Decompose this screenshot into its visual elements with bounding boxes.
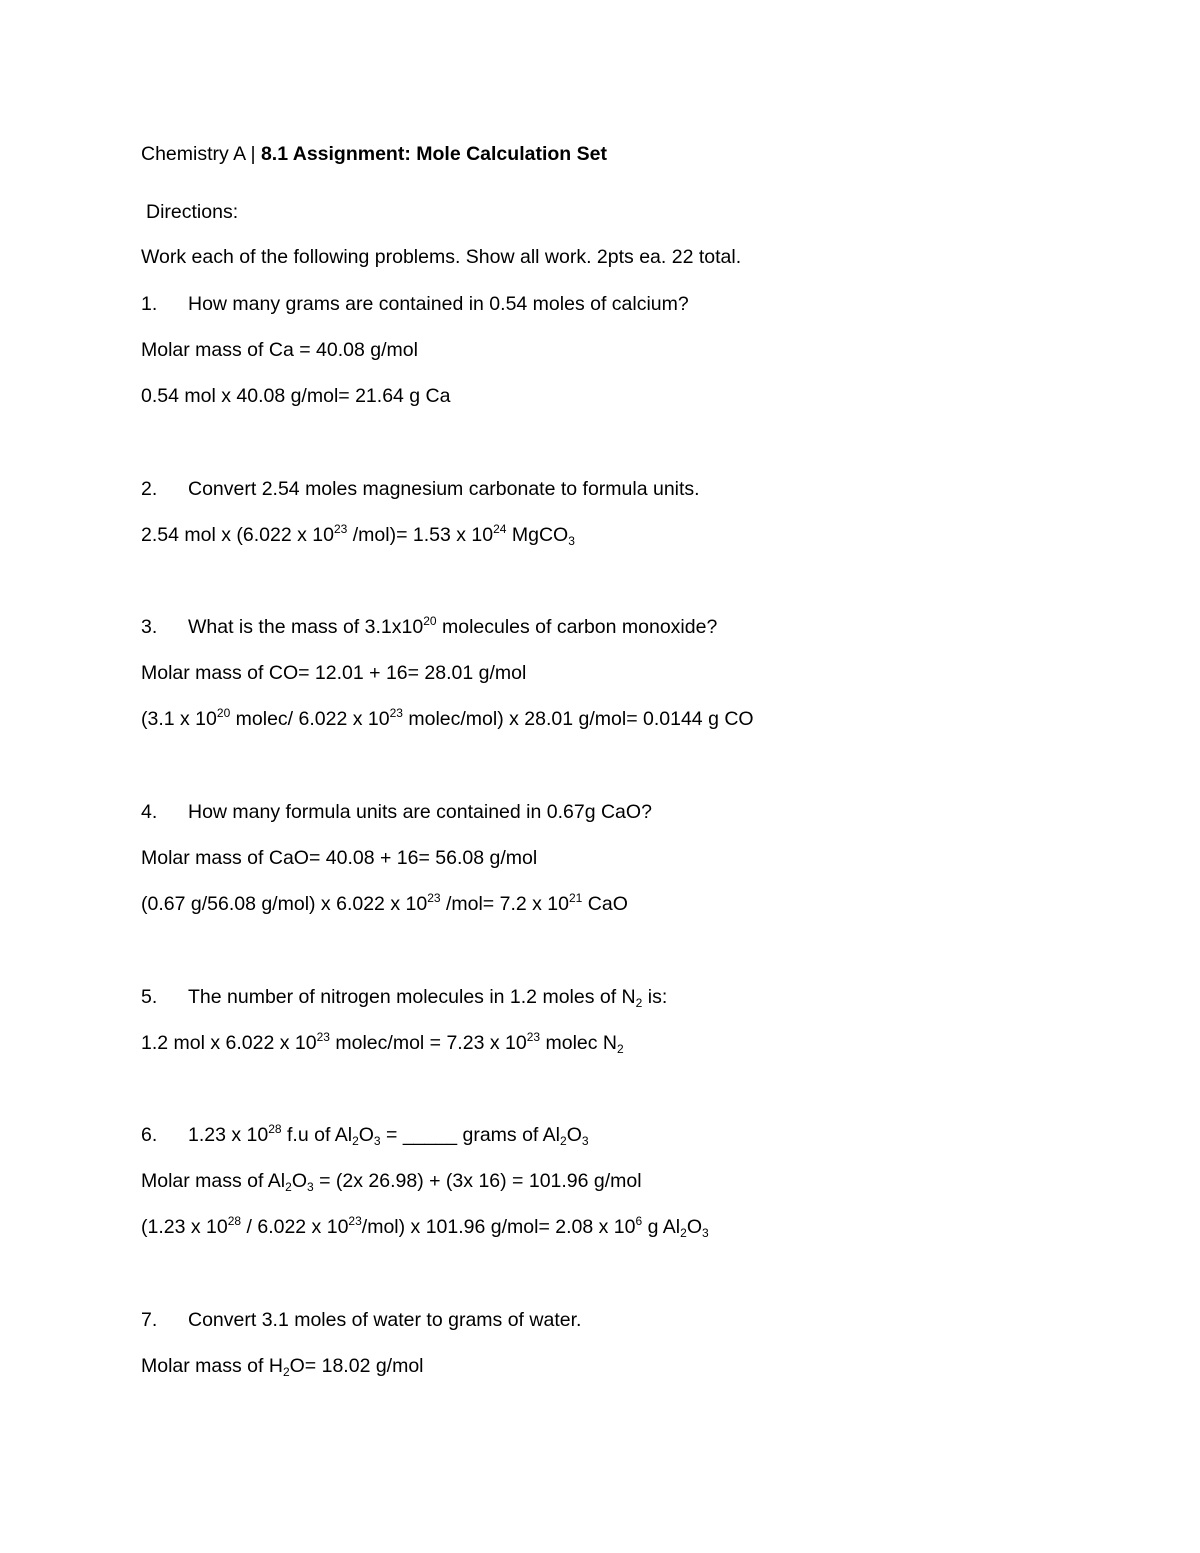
text-run: O= 18.02 g/mol xyxy=(289,1355,424,1377)
text-run: 2.54 mol x (6.022 x 10 xyxy=(141,524,334,546)
question-text: Convert 3.1 moles of water to grams of water. xyxy=(188,1309,582,1331)
problem-4-work xyxy=(141,891,628,915)
text-run: g Al xyxy=(642,1216,681,1238)
question-text xyxy=(188,1124,589,1146)
text-run: (3.1 x 10 xyxy=(141,708,217,730)
problem-number: 4. xyxy=(141,801,158,823)
document-title xyxy=(141,145,607,165)
question-text xyxy=(188,616,717,638)
instructions: Work each of the following problems. Show all work. 2pts ea. 22 total. xyxy=(141,246,742,268)
superscript: 28 xyxy=(268,1122,282,1136)
text-run: /mol) x 101.96 g/mol= 2.08 x 10 xyxy=(361,1216,636,1238)
problem-1-question xyxy=(141,295,689,315)
text-run: CaO xyxy=(582,893,628,915)
problem-7-molar-mass xyxy=(141,1357,424,1377)
text-run: O xyxy=(358,1124,374,1146)
text-run: / 6.022 x 10 xyxy=(241,1216,349,1238)
problem-4-question xyxy=(141,803,652,823)
problem-6-question xyxy=(141,1122,589,1148)
text-run: (1.23 x 10 xyxy=(141,1216,228,1238)
superscript: 23 xyxy=(348,1214,362,1228)
superscript: 24 xyxy=(493,522,507,536)
subscript: 2 xyxy=(285,1180,292,1194)
text-run: is: xyxy=(642,986,668,1008)
text-run: The number of nitrogen molecules in 1.2 moles of N xyxy=(188,986,636,1008)
text-run: /mol)= 1.53 x 10 xyxy=(347,524,494,546)
superscript: 6 xyxy=(635,1214,643,1228)
subscript: 3 xyxy=(701,1226,709,1240)
problem-2-question xyxy=(141,480,700,500)
problem-number: 5. xyxy=(141,986,158,1008)
problem-3-question xyxy=(141,614,718,638)
problem-number: 2. xyxy=(141,478,158,500)
subscript: 3 xyxy=(568,534,575,548)
text-run: O xyxy=(686,1216,702,1238)
question-text: How many grams are contained in 0.54 moles of calcium? xyxy=(188,293,689,315)
question-text: Convert 2.54 moles magnesium carbonate to formula units. xyxy=(188,478,700,500)
question-text xyxy=(188,986,667,1008)
subscript: 2 xyxy=(282,1365,290,1379)
superscript: 28 xyxy=(227,1214,242,1228)
subscript: 2 xyxy=(635,996,643,1010)
superscript: 20 xyxy=(423,614,437,628)
text-run: = _____ grams of Al xyxy=(380,1124,561,1146)
text-run: molecules of carbon monoxide? xyxy=(436,616,718,638)
superscript: 20 xyxy=(216,706,231,720)
text-run: molec/ 6.022 x 10 xyxy=(230,708,390,730)
text-run: molec/mol) x 28.01 g/mol= 0.0144 g CO xyxy=(402,708,754,730)
superscript: 23 xyxy=(526,1030,541,1044)
superscript: 23 xyxy=(333,522,348,536)
problem-5-question xyxy=(141,988,667,1008)
superscript: 23 xyxy=(389,706,403,720)
text-run: = (2x 26.98) + (3x 16) = 101.96 g/mol xyxy=(313,1170,642,1192)
course-name: Chemistry A | xyxy=(141,143,261,165)
text-run: molec/mol = 7.23 x 10 xyxy=(329,1032,527,1054)
text-run: Molar mass of Al xyxy=(141,1170,286,1192)
subscript: 3 xyxy=(307,1180,314,1194)
text-run: 1.23 x 10 xyxy=(188,1124,269,1146)
problem-number: 3. xyxy=(141,616,158,638)
subscript: 2 xyxy=(680,1226,687,1240)
problem-2-work xyxy=(141,522,575,548)
directions-label: Directions: xyxy=(146,201,239,223)
subscript: 2 xyxy=(560,1134,567,1148)
problem-number: 7. xyxy=(141,1309,158,1331)
problem-number: 6. xyxy=(141,1124,158,1146)
text-run: O xyxy=(566,1124,582,1146)
superscript: 23 xyxy=(316,1030,330,1044)
text-run: (0.67 g/56.08 g/mol) x 6.022 x 10 xyxy=(141,893,428,915)
problem-3-work xyxy=(141,706,754,730)
text-run: O xyxy=(291,1170,307,1192)
problem-1-work: 0.54 mol x 40.08 g/mol= 21.64 g Ca xyxy=(141,385,451,407)
problem-3-molar-mass: Molar mass of CO= 12.01 + 16= 28.01 g/mol xyxy=(141,662,527,684)
text-run: What is the mass of 3.1x10 xyxy=(188,616,424,638)
problem-5-work xyxy=(141,1030,624,1056)
text-run: 1.2 mol x 6.022 x 10 xyxy=(141,1032,317,1054)
problem-number: 1. xyxy=(141,293,158,315)
subscript: 2 xyxy=(617,1042,624,1056)
problem-4-molar-mass: Molar mass of CaO= 40.08 + 16= 56.08 g/mol xyxy=(141,847,538,869)
superscript: 21 xyxy=(569,891,583,905)
problem-1-molar-mass: Molar mass of Ca = 40.08 g/mol xyxy=(141,339,418,361)
superscript: 23 xyxy=(427,891,441,905)
question-text: How many formula units are contained in 0.67g CaO? xyxy=(188,801,652,823)
problem-7-question xyxy=(141,1311,581,1331)
text-run: molec N xyxy=(540,1032,617,1054)
problem-6-molar-mass xyxy=(141,1172,642,1192)
text-run: MgCO xyxy=(506,524,569,546)
text-run: Molar mass of H xyxy=(141,1355,283,1377)
text-run: /mol= 7.2 x 10 xyxy=(440,893,569,915)
problem-6-work xyxy=(141,1214,709,1240)
subscript: 2 xyxy=(352,1134,359,1148)
text-run: f.u of Al xyxy=(281,1124,353,1146)
subscript: 3 xyxy=(373,1134,381,1148)
subscript: 3 xyxy=(581,1134,589,1148)
assignment-title: 8.1 Assignment: Mole Calculation Set xyxy=(260,143,607,165)
